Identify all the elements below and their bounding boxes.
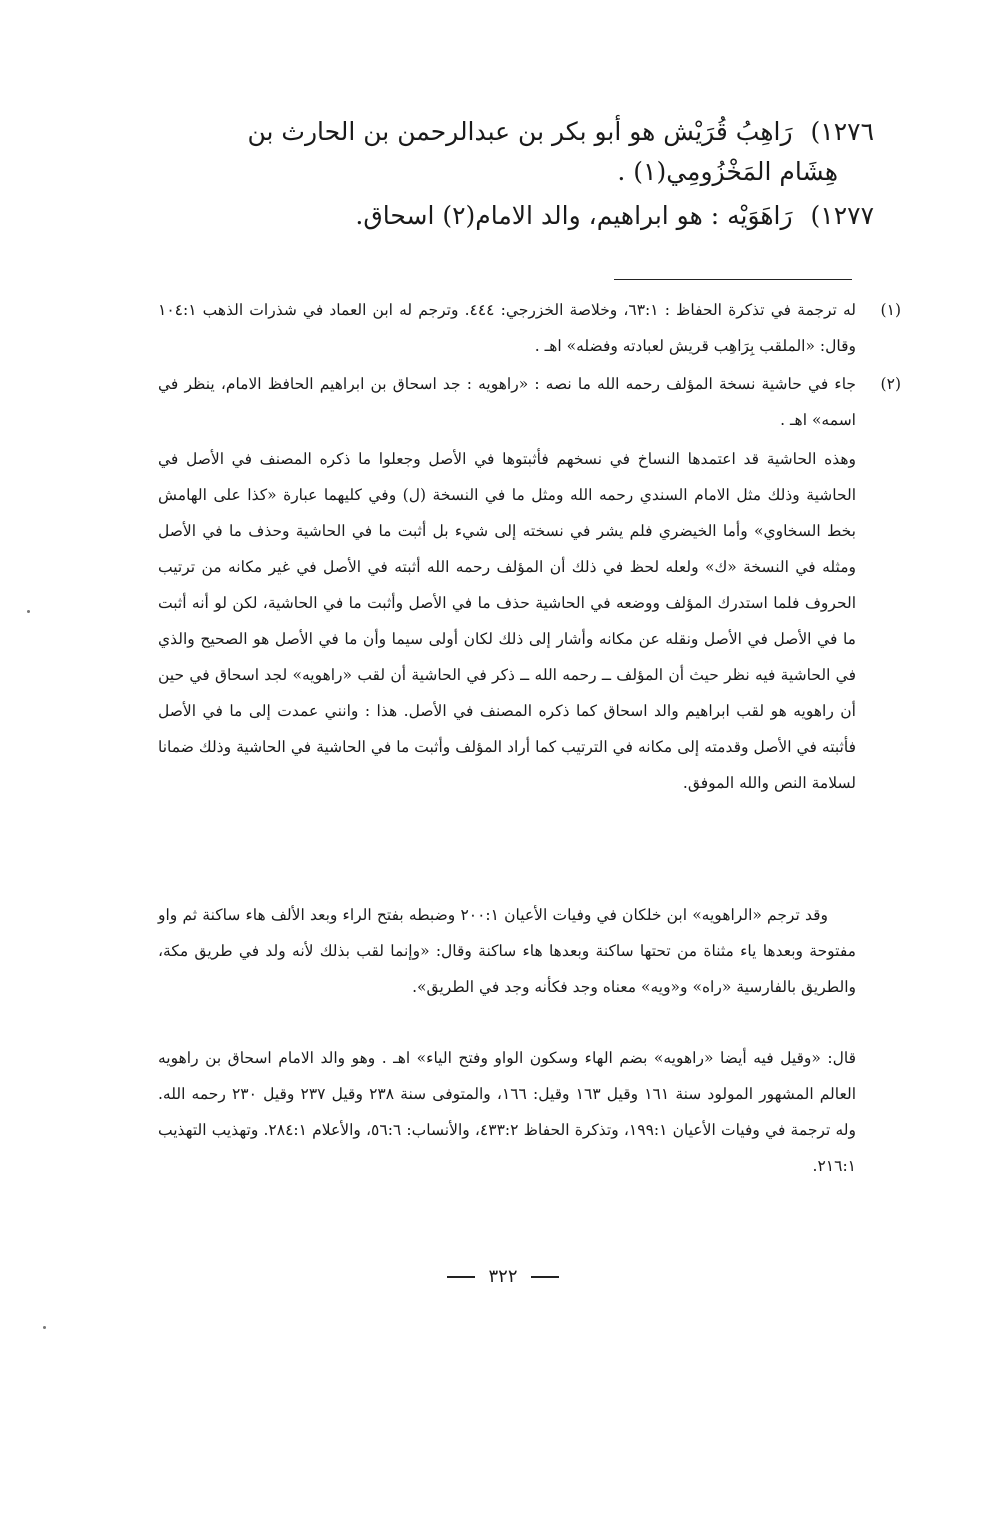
page-number [0,1266,1006,1287]
entry-heading-text: رَاهَوَيْه : هو ابراهيم، والد الامام(٢) اسحاق. [355,201,793,230]
commentary-paragraph: وهذه الحاشية قد اعتمدها النساخ في نسخهم فأثبتوها في الأصل وجعلوا ما ذكره المصنف في الأصل في الحاشية وذلك مثل الامام السندي رحمه الله ومثل ما في النسخة (ل) وفي كليهما عبارة «كذا على الهامش بخط السخاوي» وأما الخيضري فلم يشر في نسخته إلى شيء بل أثبت ما في الحاشية وحذف ما في الأصل ومثله في النسخة «ك» ولعله لحظ في ذلك أن المؤلف رحمه الله أثبته في الأصل في غير مكانه من ترتيب الحروف فلما استدرك المؤلف ووضعه في الحاشية حذف ما في الأصل وأثبت ما في الحاشية، لكن لو أنه أثبت ما في الأصل في الأصل ونقله عن مكانه وأشار إلى ذلك لكان أولى سيما وأن ما في الأصل هو الصحيح والذي في الحاشية فيه نظر حيث أن المؤلف ــ رحمه الله ــ ذكر في الحاشية أن لقب «راهويه» لجد اسحاق في حين أن راهويه هو لقب ابراهيم والد اسحاق كما ذكره المصنف في الأصل. هذا : وانني عمدت إلى ما في الأصل فأثبته في الأصل وقدمته إلى مكانه في الترتيب كما أراد المؤلف وأثبت ما في الحاشية في الحاشية وذلك ضمانا لسلامة النص والله الموفق. [158,450,856,792]
footnote-2 [158,366,901,438]
page-number-dash-right [531,1276,559,1278]
scan-speck [43,1326,46,1329]
entry-number: ١٢٧٦) [810,117,874,146]
entry-number: ١٢٧٧) [810,201,874,230]
commentary-paragraph: قال: «وقيل فيه أيضا «راهويه» بضم الهاء وسكون الواو وفتح الياء» اهـ . وهو والد الامام اسحاق بن راهويه العالم المشهور المولود سنة ١٦١ وقيل ١٦٣ وقيل: ١٦٦، والمتوفى سنة ٢٣٨ وقيل ٢٣٧ وقيل ٢٣٠ رحمه الله. وله ترجمة في وفيات الأعيان ١٩٩:١، وتذكرة الحفاظ ٤٣٣:٢، والأنساب: ٥٦:٦، والأعلام ٢٨٤:١. وتهذيب التهذيب ٢١٦:١. [158,1049,857,1175]
entry-1277 [129,196,874,236]
entry-1276 [129,112,874,192]
page-number-value: ٣٢٢ [488,1266,518,1287]
footnote-label: (٢) [880,375,901,393]
scan-speck [27,610,30,613]
entry-1276-line-1 [129,112,874,152]
page-number-dash-left [447,1276,475,1278]
commentary-paragraph: وقد ترجم «الراهويه» ابن خلكان في وفيات الأعيان ٢٠٠:١ وضبطه بفتح الراء وبعد الألف هاء ساكنة ثم واو مفتوحة وبعدها ياء مثناة من تحتها ساكنة وبعدها هاء ساكنة وقال: «وإنما لقب بذلك لأنه ولد في طريق مكة، والطريق بالفارسية «راه» و«ويه» معناه وجد فكأنه وجد في الطريق». [158,906,856,996]
footnote-text: جاء في حاشية نسخة المؤلف رحمه الله ما نصه : «راهويه : جد اسحاق بن ابراهيم الحافظ الامام، ينظر في اسمه» اهـ . [158,375,856,429]
entry-continuation-text: هِشَام المَخْزُومِي(١) . [617,157,838,186]
footnote-label: (١) [880,301,901,319]
footnote-text: له ترجمة في تذكرة الحفاظ : ٦٣:١، وخلاصة الخزرجي: ٤٤٤. وترجم له ابن العماد في شذرات الذهب ١٠٤:١ وقال: «الملقب بِرَاهِب قريش لعبادته وفضله» اهـ . [158,301,856,355]
entry-1276-line-2 [129,152,874,192]
footnote-separator [614,279,852,280]
entry-heading-text: رَاهِبُ قُرَيْش هو أبو بكر بن عبدالرحمن بن الحارث بن [247,117,793,146]
footnote-1 [158,292,901,364]
